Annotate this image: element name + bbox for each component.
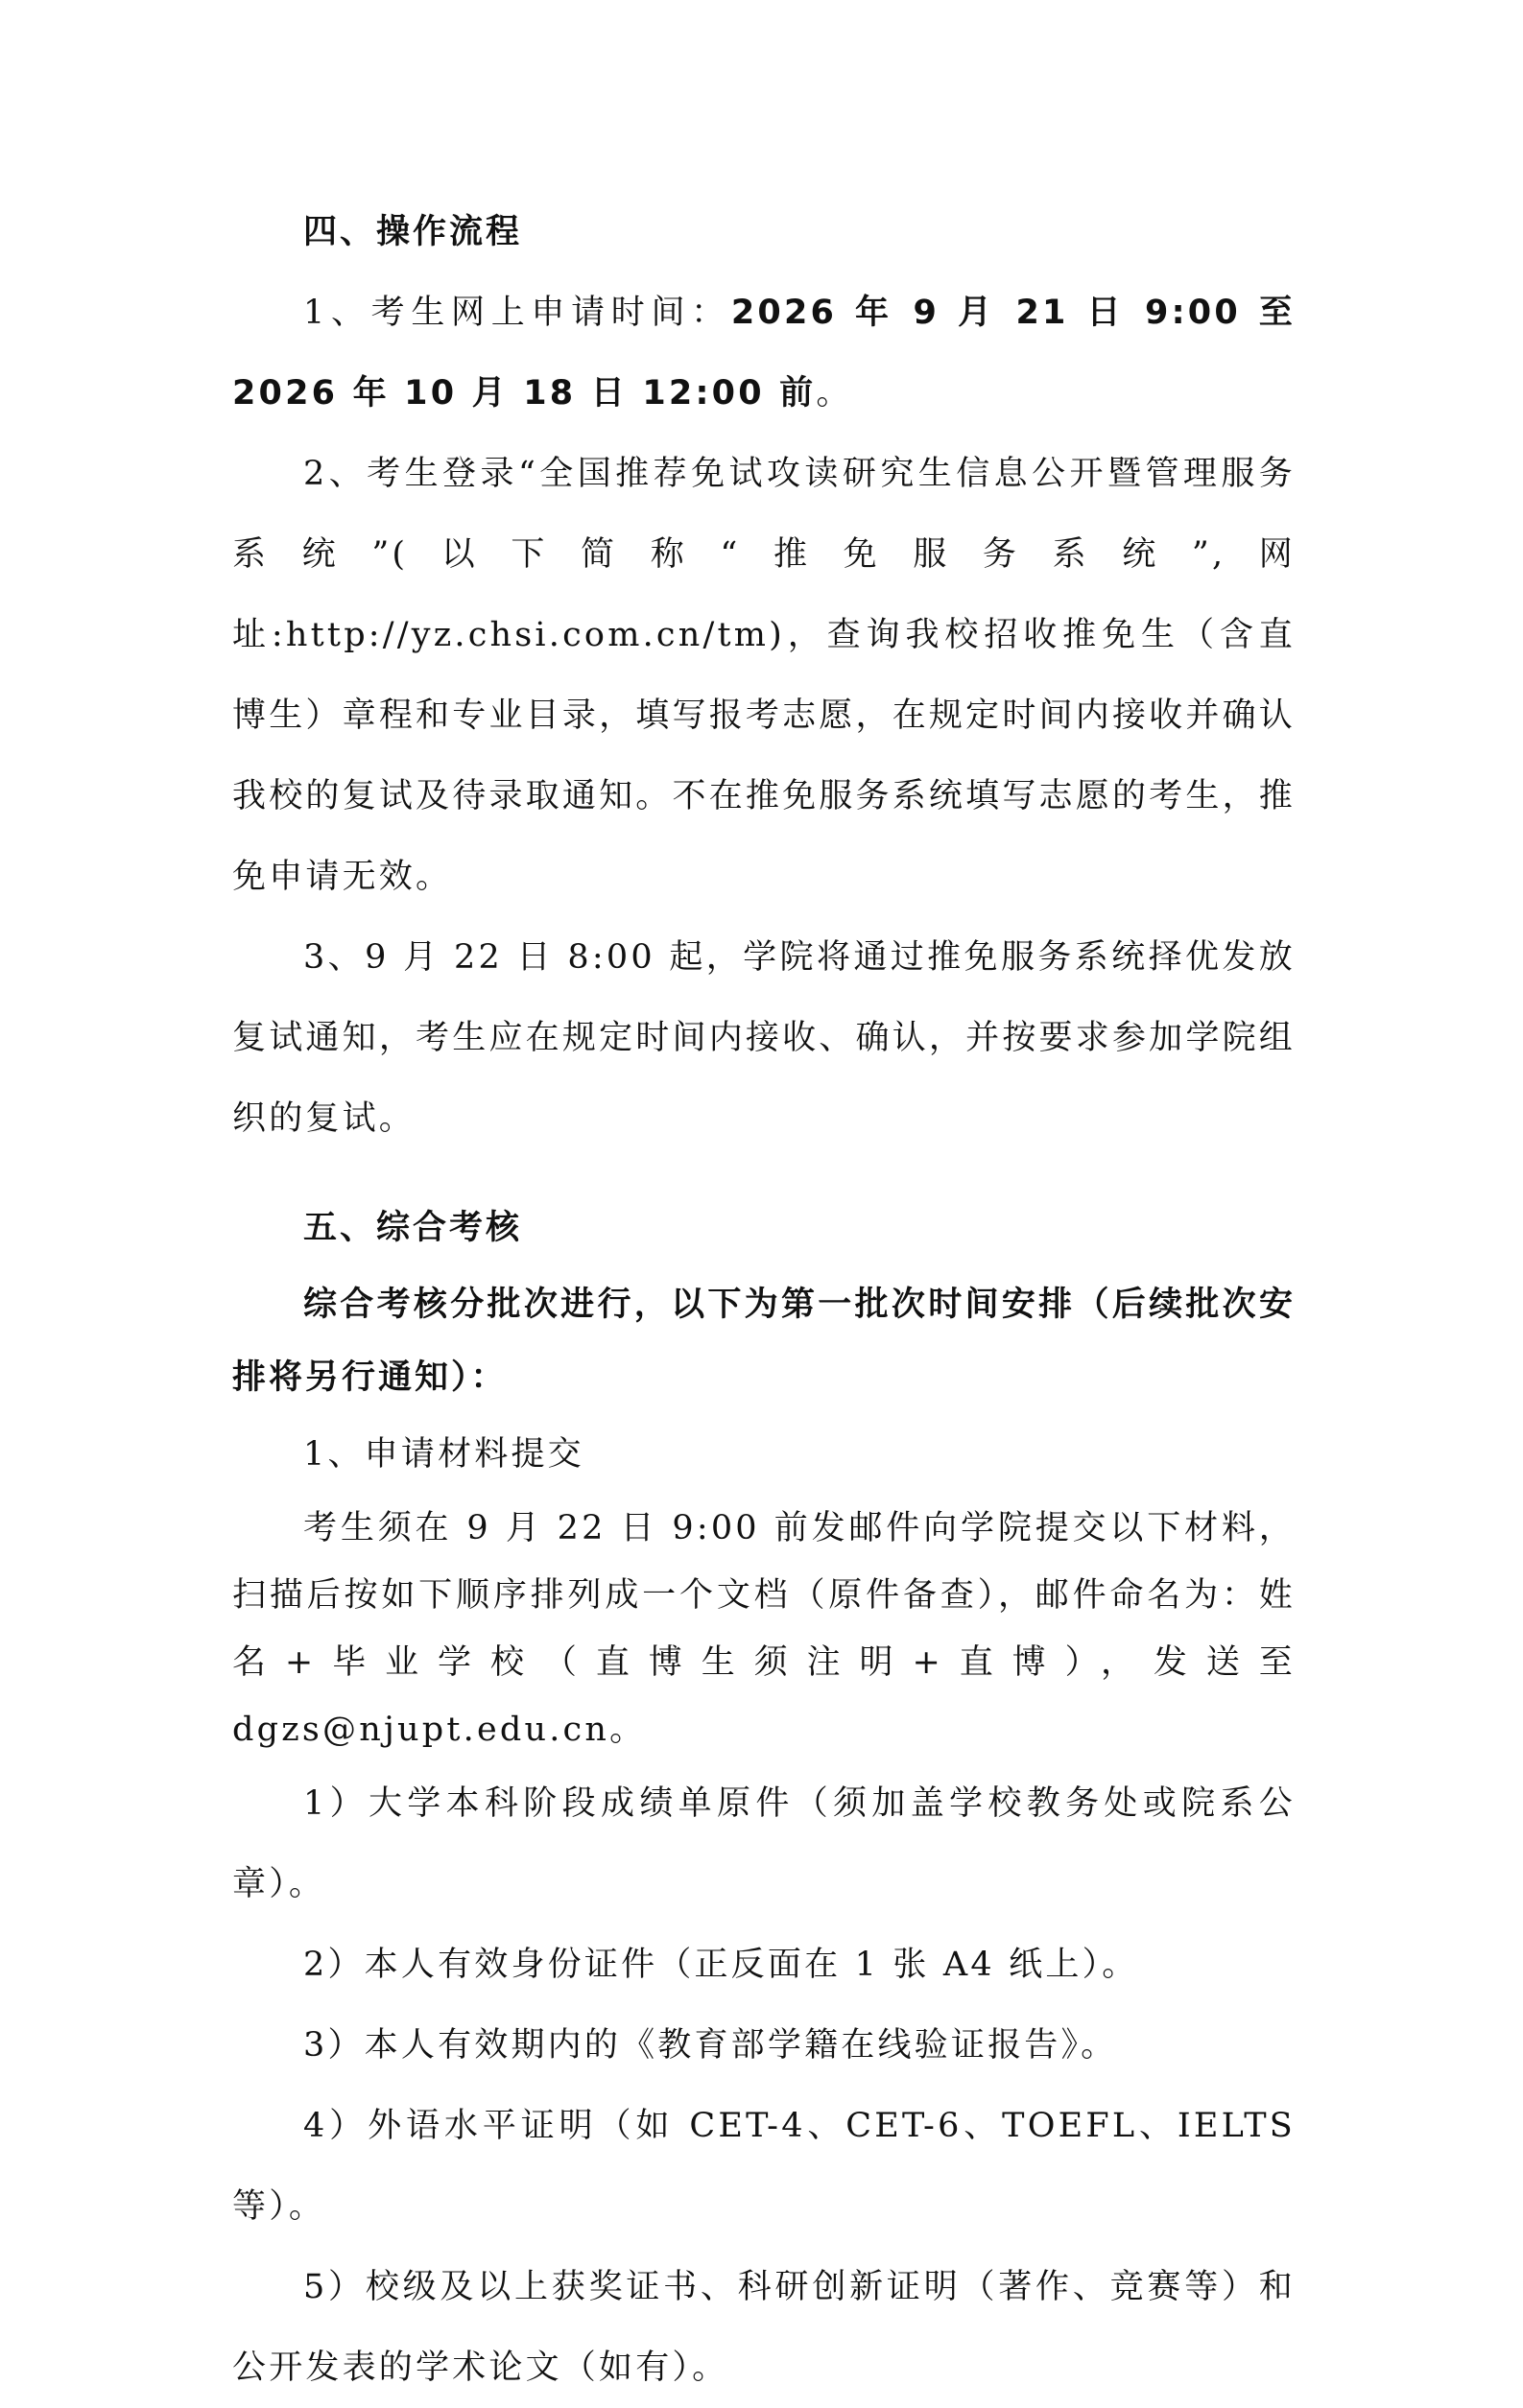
section-5-heading: 五、综合考核 [303,1209,523,1247]
section-5-lead: 综合考核分批次进行，以下为第一批次时间安排（后续批次安排将另行通知）： [232,1286,1296,1397]
section-4-heading: 四、操作流程 [303,213,523,251]
item-1-suffix: 。 [816,374,853,413]
section-4-item-1 [232,272,1296,434]
application-period: 2026 年 9 月 21 日 9:00 至 2026 年 10 月 18 日 12:00 前 [232,294,1296,413]
material-item: 4）外语水平证明（如 CET-4、CET-6、TOEFL、IELTS 等）。 [232,2107,1296,2226]
section-5-submission-instructions: 考生须在 9 月 22 日 9:00 前发邮件向学院提交以下材料，扫描后按如下顺序排列成一个文档（原件备查），邮件命名为：姓名+毕业学校（直博生须注明+直博），发送至 dgzs@njupt.edu.cn。 [232,1509,1296,1749]
section-4-item-3: 3、9 月 22 日 8:00 起，学院将通过推免服务系统择优发放复试通知，考生应在规定时间内接收、确认，并按要求参加学院组织的复试。 [232,938,1296,1138]
document-page [232,192,1296,2408]
material-item: 2）本人有效身份证件（正反面在 1 张 A4 纸上）。 [303,1946,1139,1984]
material-item: 1）大学本科阶段成绩单原件（须加盖学校教务处或院系公章）。 [232,1784,1296,1903]
material-item: 3）本人有效期内的《教育部学籍在线验证报告》。 [303,2026,1118,2065]
material-item: 5）校级及以上获奖证书、科研创新证明（著作、竞赛等）和公开发表的学术论文（如有）。 [232,2268,1296,2387]
section-5-subheading-1: 1、申请材料提交 [303,1435,584,1474]
item-1-prefix: 1、考生网上申请时间： [303,294,731,332]
section-4-item-2: 2、考生登录“全国推荐免试攻读研究生信息公开暨管理服务系统”(以下简称“推免服务系统”,网址:http://yz.chsi.com.cn/tm)，查询我校招收推免生（含直博生）章程和专业目录，填写报考志愿，在规定时间内接收并确认我校的复试及待录取通知。不在推免服务系统填写志愿的考生，推免申请无效。 [232,455,1296,896]
